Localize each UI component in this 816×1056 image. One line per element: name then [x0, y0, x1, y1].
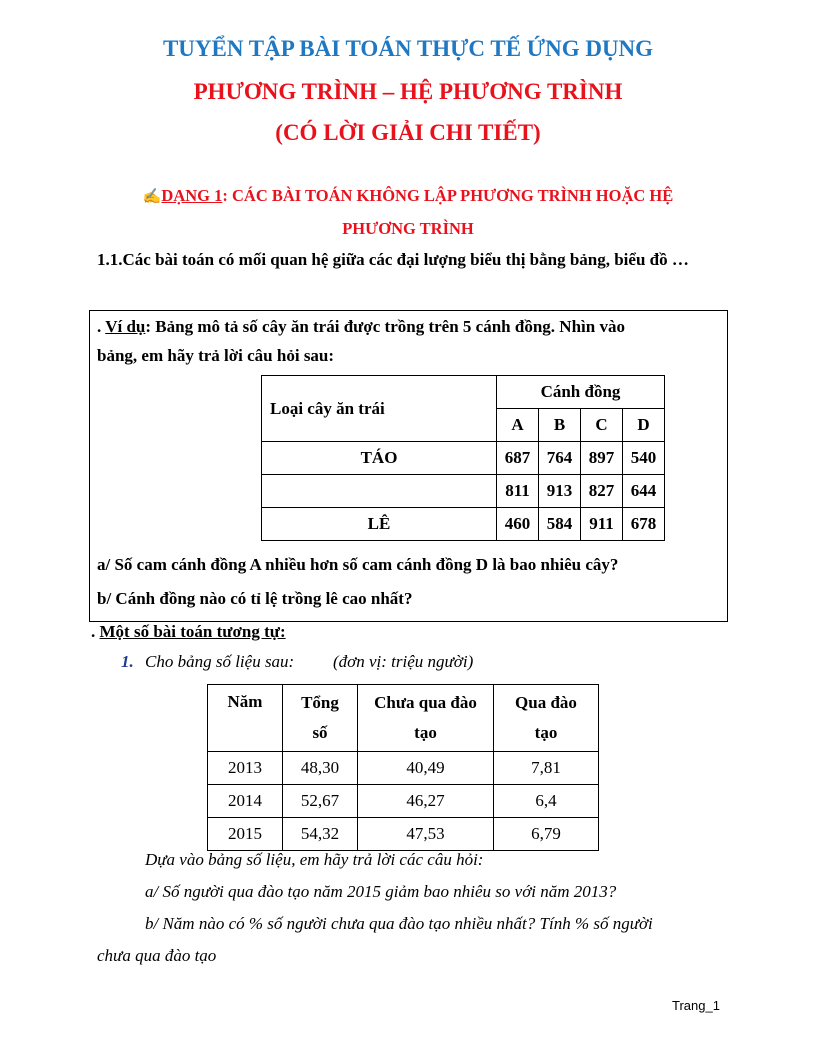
- section-type-heading: [98, 180, 718, 244]
- problem-question-b-line2: chưa qua đào tạo: [97, 946, 217, 965]
- column-header-b: B: [539, 409, 581, 442]
- cell-value: 913: [539, 475, 581, 508]
- example-intro-line1: [97, 312, 721, 341]
- problem-question-b-line1: b/ Năm nào có % số người chưa qua đào tạo nhiều nhất? Tính % số người: [145, 914, 653, 933]
- cell-trained: 6,79: [494, 818, 599, 851]
- column-header-d: D: [623, 409, 665, 442]
- cell-value: 540: [623, 442, 665, 475]
- header-untrained: Chưa qua đào tạo: [358, 685, 494, 752]
- table-row: [262, 475, 665, 508]
- cell-value: 911: [581, 508, 623, 541]
- cell-value: 764: [539, 442, 581, 475]
- training-table: [207, 684, 599, 851]
- example-label: Ví dụ: [105, 317, 146, 336]
- cell-year: 2013: [208, 752, 283, 785]
- cell-total: 52,67: [283, 785, 358, 818]
- table-row: [208, 752, 599, 785]
- similar-problems-heading: [91, 622, 286, 642]
- page-number: Trang_1: [672, 998, 720, 1013]
- example-question-a: a/ Số cam cánh đồng A nhiều hơn số cam cánh đồng D là bao nhiêu cây?: [97, 555, 619, 574]
- row-name: LÊ: [262, 508, 497, 541]
- table-header-row: [208, 685, 599, 752]
- cell-untrained: 46,27: [358, 785, 494, 818]
- header-trained: Qua đào tạo: [494, 685, 599, 752]
- row-name: TÁO: [262, 442, 497, 475]
- row-name: [262, 475, 497, 508]
- cell-value: 811: [497, 475, 539, 508]
- similar-prefix: .: [91, 622, 100, 641]
- cell-trained: 7,81: [494, 752, 599, 785]
- cell-untrained: 40,49: [358, 752, 494, 785]
- problem-number: 1.: [121, 652, 134, 671]
- header-total: Tổng số: [283, 685, 358, 752]
- cell-value: 827: [581, 475, 623, 508]
- cell-trained: 6,4: [494, 785, 599, 818]
- problem-unit: (đơn vị: triệu người): [333, 652, 474, 671]
- cell-value: 584: [539, 508, 581, 541]
- cell-total: 54,32: [283, 818, 358, 851]
- cell-total: 48,30: [283, 752, 358, 785]
- problem-intro: Cho bảng số liệu sau:: [145, 652, 295, 671]
- subsection-heading: 1.1.Các bài toán có mối quan hệ giữa các đại lượng biểu thị bằng bảng, biểu đồ …: [97, 250, 689, 269]
- document-title: TUYỂN TẬP BÀI TOÁN THỰC TẾ ỨNG DỤNG: [162, 36, 654, 61]
- problem-prompt: Dựa vào bảng số liệu, em hãy trả lời các câu hỏi:: [145, 850, 484, 869]
- cell-value: 678: [623, 508, 665, 541]
- example-text-line1: : Bảng mô tả số cây ăn trái được trồng trên 5 cánh đồng. Nhìn vào: [145, 317, 625, 336]
- cell-value: 897: [581, 442, 623, 475]
- fruit-tree-table: [261, 375, 665, 541]
- cell-value: 644: [623, 475, 665, 508]
- problem-question-a: a/ Số người qua đào tạo năm 2015 giảm bao nhiêu so với năm 2013?: [145, 882, 617, 901]
- document-subtitle-note: (CÓ LỜI GIẢI CHI TIẾT): [275, 120, 541, 145]
- example-prefix: .: [97, 317, 106, 336]
- column-header-a: A: [497, 409, 539, 442]
- column-header-c: C: [581, 409, 623, 442]
- table-row: [208, 785, 599, 818]
- similar-label: Một số bài toán tương tự:: [99, 622, 286, 641]
- pen-icon: ✍: [142, 189, 162, 205]
- cell-year: 2015: [208, 818, 283, 851]
- table-row: [262, 442, 665, 475]
- example-intro-line2: bảng, em hãy trả lời câu hỏi sau:: [97, 346, 335, 365]
- cell-value: 687: [497, 442, 539, 475]
- cell-year: 2014: [208, 785, 283, 818]
- dang-label: DẠNG 1: [161, 186, 223, 205]
- table-row: [262, 508, 665, 541]
- header-year: Năm: [208, 685, 283, 752]
- table-header-fields: Cánh đồng: [497, 376, 665, 409]
- table-row: [208, 818, 599, 851]
- dang-text-line1: : CÁC BÀI TOÁN KHÔNG LẬP PHƯƠNG TRÌNH HOẶC HỆ: [222, 186, 674, 205]
- cell-value: 460: [497, 508, 539, 541]
- document-subtitle: PHƯƠNG TRÌNH – HỆ PHƯƠNG TRÌNH: [193, 79, 623, 104]
- table-header-fruit-type: Loại cây ăn trái: [262, 376, 497, 442]
- cell-untrained: 47,53: [358, 818, 494, 851]
- dang-text-line2: PHƯƠNG TRÌNH: [342, 219, 474, 238]
- example-question-b: b/ Cánh đồng nào có tỉ lệ trồng lê cao nhất?: [97, 589, 413, 608]
